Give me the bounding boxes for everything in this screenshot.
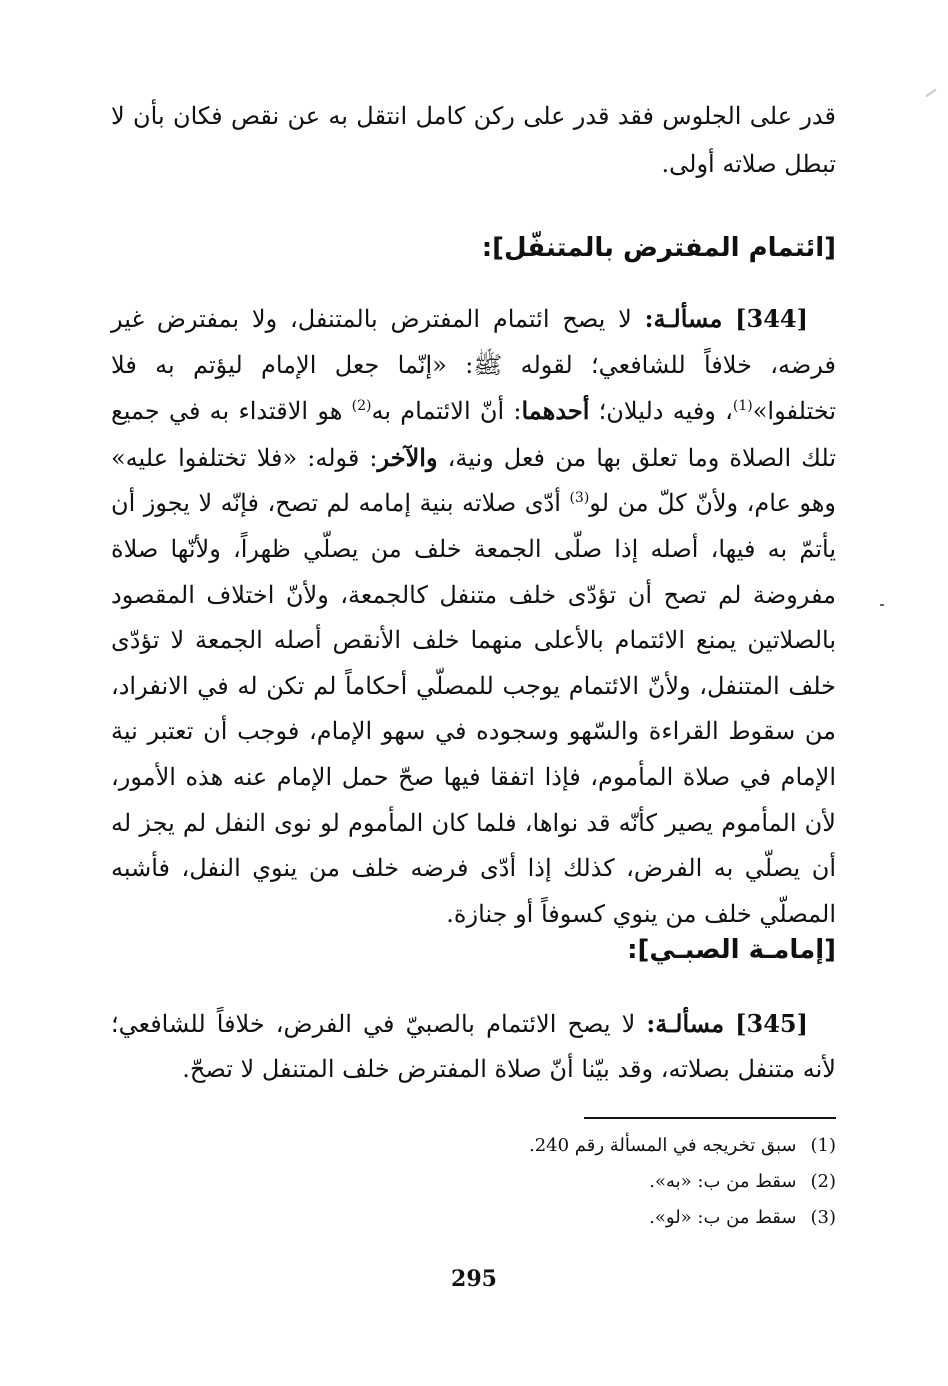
- footnote-text: سبق تخريجه في المسألة رقم 240.: [528, 1135, 797, 1156]
- issue-text: ، وفيه دليلان؛: [598, 397, 733, 426]
- footnotes: [236, 1128, 836, 1236]
- issue-text: لا يصح ائتمام المفترض بالمتنفل، ولا بمفترض غير فرضه، خلافاً للشافعي؛ لقوله ﷺ: «إنّما جعل الإمام ليؤتم به فلا تختلفوا»: [111, 305, 836, 426]
- section-heading-1: [ائتمام المفترض بالمتنفّل]:: [481, 233, 836, 263]
- issue-number: [344]: [735, 304, 808, 333]
- issue-344-paragraph: [111, 296, 836, 937]
- footnote-separator: [584, 1117, 836, 1119]
- footnote-number: (1): [810, 1135, 836, 1156]
- issue-number: [345]: [735, 1009, 808, 1038]
- issue-text: : أنّ الائتمام به: [371, 397, 522, 426]
- paragraph-top: قدر على الجلوس فقد قدر على ركن كامل انتقل به عن نقص فكان بأن لا تبطل صلاته أولى.: [111, 102, 836, 178]
- section-heading-2: [إمامـة الصبـي]:: [627, 935, 836, 965]
- issue-text: لا يصح الائتمام بالصبيّ في الفرض، خلافاً للشافعي؛ لأنه متنفل بصلاته، وقد بيّنا أنّ صلاة المفترض خلف المتنفل لا تصحّ.: [111, 1010, 836, 1083]
- footnote-2: [236, 1164, 836, 1200]
- page-number: 295: [451, 1266, 497, 1292]
- footnote-ref-1[interactable]: (1): [732, 398, 753, 415]
- footnote-text: سقط من ب: «لو».: [649, 1207, 797, 1228]
- footnote-ref-3[interactable]: (3): [569, 490, 590, 507]
- footnote-text: سقط من ب: «به».: [649, 1171, 797, 1192]
- issue-text: : قوله: «فلا تختلفوا عليه» وهو عام، ولأنّ كلّ من لو: [111, 443, 836, 518]
- scan-dot: [880, 604, 884, 606]
- footnote-number: (2): [810, 1171, 836, 1192]
- second-proof-label: والآخر: [377, 442, 438, 472]
- scan-mark: [926, 89, 937, 98]
- issue-text: هو الاقتداء به في جميع تلك الصلاة وما تعلق بها من فعل ونية،: [111, 397, 837, 472]
- footnote-1: [236, 1128, 836, 1164]
- footnote-3: [236, 1200, 836, 1236]
- issue-label: مسألـة:: [644, 304, 723, 333]
- issue-label: مسألـة:: [646, 1009, 725, 1038]
- issue-text: أدّى صلاته بنية إمامه لم تصح، فإنّه لا يجوز أن يأتمّ به فيها، أصله إذا صلّى الجمعة خلف من يصلّي ظهراً، ولأنّها صلاة مفروضة لم تصح أن تؤدّى خلف متنفل كالجمعة، ولأنّ اختلاف المقصود بالصلاتين يمنع الائتمام بالأعلى منهما خلف الأنقص أصله الجمعة لا تؤدّى خلف المتنفل، ولأنّ الائتمام يوجب للمصلّي أحكاماً لم تكن له في الانفراد، من سقوط القراءة والسّهو وسجوده في سهو الإمام، فوجب أن تعتبر نية الإمام في صلاة المأموم، فإذا اتفقا فيها صحّ حمل الإمام عنه هذه الأمور، لأن المأموم يصير كأنّه قد نواها، فلما كان المأموم لو نوى النفل لم يجز له أن يصلّي به الفرض، كذلك إذا أدّى فرضه خلف من ينوي النفل، فأشبه المصلّي خلف من ينوي كسوفاً أو جنازة.: [111, 489, 836, 928]
- first-proof-label: أحدهما: [521, 396, 590, 426]
- issue-345-paragraph: [111, 1001, 836, 1092]
- footnote-number: (3): [810, 1207, 836, 1228]
- footnote-ref-2[interactable]: (2): [351, 398, 372, 415]
